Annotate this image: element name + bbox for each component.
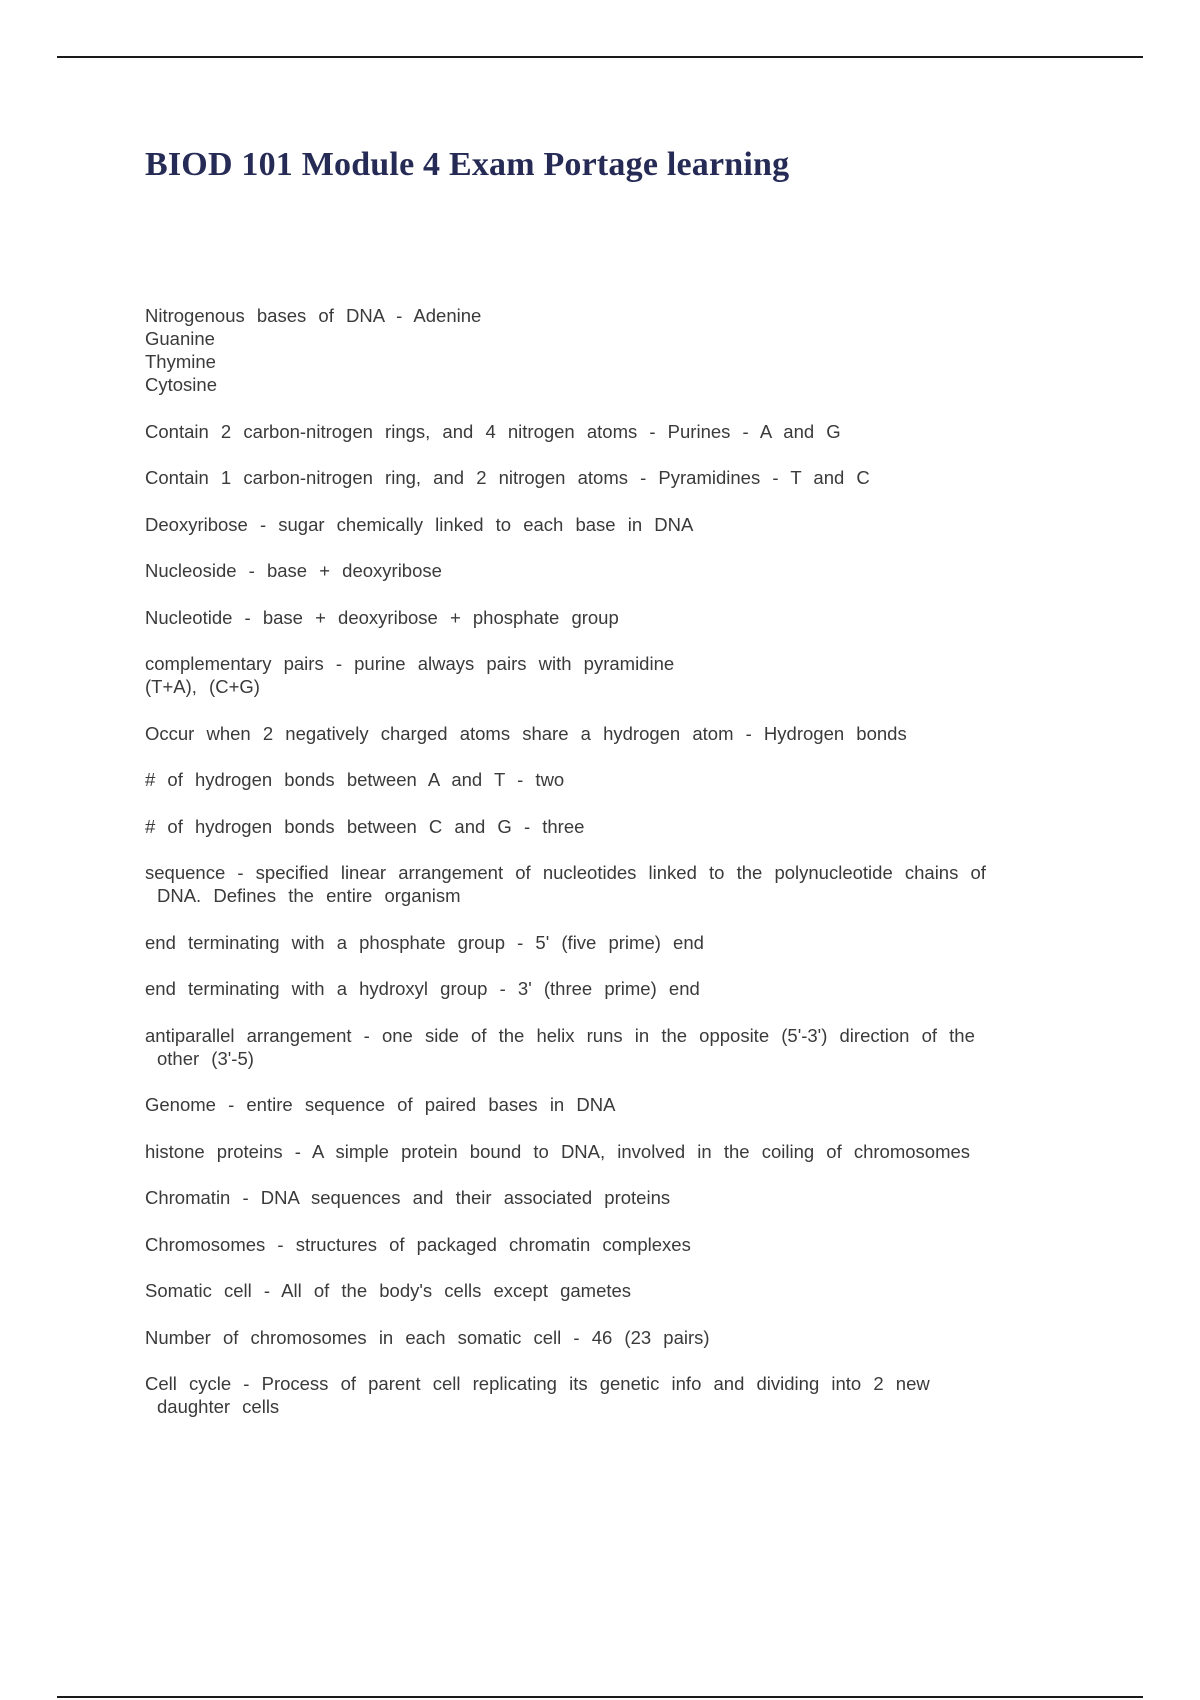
entry-text: Chromatin - DNA sequences and their associated proteins (145, 1187, 671, 1208)
entry-text: end terminating with a hydroxyl group - 3' (three prime) end (145, 978, 700, 999)
entry-continuation: daughter cells (157, 1396, 280, 1417)
entry-continuation: other (3'-5) (157, 1047, 254, 1069)
entry-text: Cell cycle - Process of parent cell replicating its genetic info and dividing into 2 new (145, 1373, 930, 1394)
document-title: BIOD 101 Module 4 Exam Portage learning (145, 146, 790, 183)
flashcard-entry (145, 304, 1075, 396)
flashcard-entry (145, 1372, 1075, 1418)
entry-text: end terminating with a phosphate group - 5' (five prime) end (145, 931, 704, 953)
flashcard-entry (145, 931, 1075, 954)
flashcard-entry (145, 652, 1075, 698)
entry-text: Nucleoside - base + deoxyribose (145, 560, 442, 581)
entry-text: histone proteins - A simple protein bound to DNA, involved in the coiling of chromosomes (145, 1140, 971, 1162)
flashcard-entry (145, 420, 1075, 443)
entry-text: Number of chromosomes in each somatic cell - 46 (23 pairs) (145, 1326, 710, 1348)
flashcard-entry (145, 513, 1075, 536)
top-rule (57, 56, 1143, 58)
entry-continuation: Thymine (145, 351, 216, 372)
flashcard-entry (145, 559, 1075, 582)
flashcard-entry (145, 606, 1075, 629)
entry-continuation: DNA. Defines the entire organism (157, 885, 461, 906)
entry-continuation: Guanine (145, 328, 215, 349)
flashcard-entry (145, 768, 1075, 791)
flashcard-entry (145, 1279, 1075, 1302)
entry-text: Nitrogenous bases of DNA - Adenine (145, 305, 482, 326)
entry-continuation: Cytosine (145, 374, 217, 395)
entry-text: Genome - entire sequence of paired bases in DNA (145, 1094, 616, 1115)
flashcard-entry (145, 1186, 1075, 1209)
entry-text: Deoxyribose - sugar chemically linked to each base in DNA (145, 513, 694, 535)
entry-text: Occur when 2 negatively charged atoms share a hydrogen atom - Hydrogen bonds (145, 722, 907, 744)
entry-text: # of hydrogen bonds between A and T - two (145, 769, 565, 790)
flashcard-entry (145, 1024, 1075, 1070)
flashcard-entry (145, 1326, 1075, 1349)
entry-text: Nucleotide - base + deoxyribose + phosphate group (145, 606, 619, 628)
flashcard-entry (145, 861, 1075, 907)
entry-text: # of hydrogen bonds between C and G - three (145, 815, 585, 837)
entry-text: antiparallel arrangement - one side of the helix runs in the opposite (5'-3') direction of the (145, 1024, 975, 1046)
entry-text: sequence - specified linear arrangement of nucleotides linked to the polynucleotide chains of (145, 862, 986, 883)
bottom-rule (57, 1696, 1143, 1698)
flashcard-entry (145, 977, 1075, 1000)
entry-continuation: (T+A), (C+G) (145, 676, 260, 697)
entry-text: Chromosomes - structures of packaged chromatin complexes (145, 1233, 691, 1255)
flashcard-list (145, 304, 1075, 1442)
entry-text: complementary pairs - purine always pairs with pyramidine (145, 653, 675, 674)
entry-text: Contain 2 carbon-nitrogen rings, and 4 nitrogen atoms - Purines - A and G (145, 420, 841, 442)
flashcard-entry (145, 722, 1075, 745)
flashcard-entry (145, 466, 1075, 489)
entry-text: Contain 1 carbon-nitrogen ring, and 2 nitrogen atoms - Pyramidines - T and C (145, 467, 870, 488)
flashcard-entry (145, 815, 1075, 838)
flashcard-entry (145, 1093, 1075, 1116)
flashcard-entry (145, 1140, 1075, 1163)
entry-text: Somatic cell - All of the body's cells except gametes (145, 1280, 632, 1301)
flashcard-entry (145, 1233, 1075, 1256)
